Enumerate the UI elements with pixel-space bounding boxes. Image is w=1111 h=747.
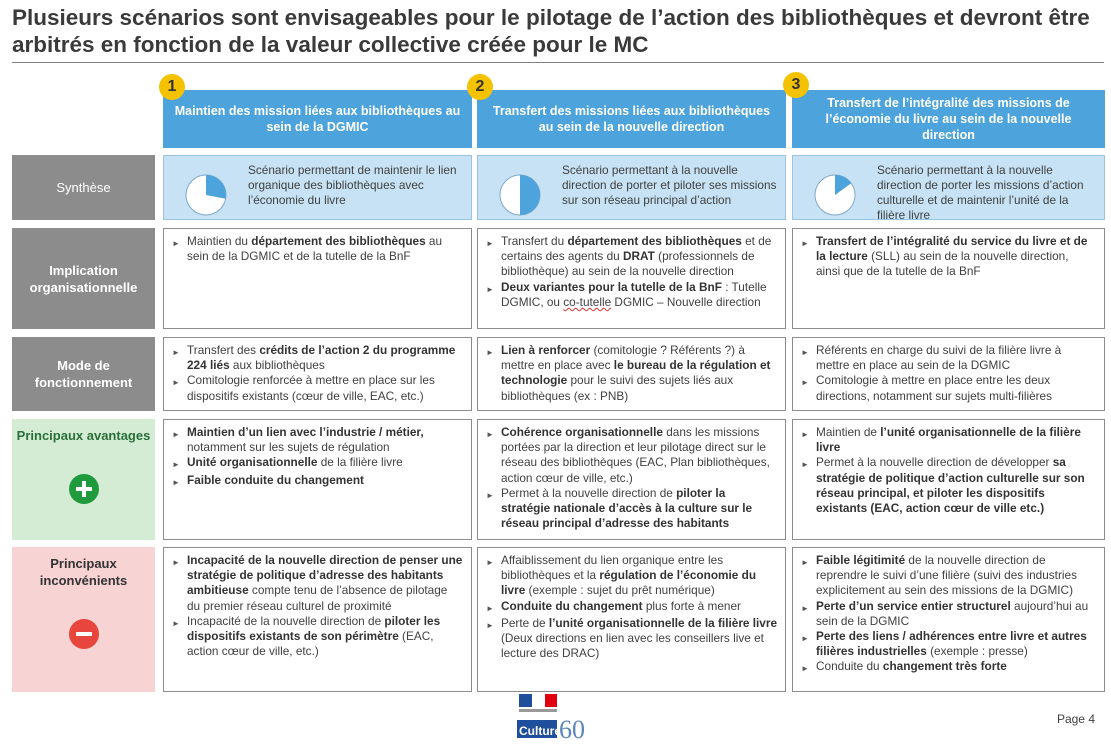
text-segment: compte tenu de l’absence de pilotage du premier réseau culturel de proximité bbox=[187, 583, 448, 613]
text-segment: (Deux directions en lien avec les conseillers live et lecture des DRAC) bbox=[501, 631, 764, 661]
bullet-text bbox=[501, 486, 777, 532]
bullet-text bbox=[187, 234, 463, 264]
bullet-text bbox=[187, 425, 463, 455]
bullet-text bbox=[816, 629, 1096, 659]
bullet-text bbox=[501, 343, 777, 404]
bullet-item bbox=[172, 425, 463, 455]
bold-text: Transfert de l’intégralité du service du livre et de la lecture bbox=[816, 234, 1088, 264]
text-segment: co-tutelle bbox=[563, 294, 612, 309]
bold-text: Perte des liens / adhérences entre livre et autres filières industrielles bbox=[816, 629, 1087, 659]
ministry-culture-logo bbox=[517, 692, 597, 742]
bullet-arrow-icon: ► bbox=[801, 603, 809, 613]
text-segment: de la filière livre bbox=[317, 455, 403, 470]
bullet-arrow-icon: ► bbox=[486, 490, 494, 500]
bullet-arrow-icon: ► bbox=[172, 477, 180, 487]
text-segment: Comitologie à mettre en place entre les deux directions, notamment sur sujets multi-filières bbox=[816, 373, 1053, 403]
bullet-item bbox=[801, 659, 1096, 676]
cell-content bbox=[792, 547, 1105, 692]
cell-content bbox=[477, 547, 786, 692]
text-segment: et de certains des agents du bbox=[501, 234, 772, 264]
text-segment: (professionnels de bibliothèque) au sein de la nouvelle direction bbox=[501, 249, 755, 279]
bullet-arrow-icon: ► bbox=[172, 239, 180, 248]
row-label bbox=[12, 337, 155, 411]
bold-text: Conduite du changement bbox=[501, 598, 643, 613]
bullet-item bbox=[172, 234, 463, 264]
cell-content bbox=[477, 228, 786, 329]
text-segment: dans les missions portées par la direction et leur pilotage direct sur le réseau des bibliothèques (EAC, Plan bibliothèques, action cœur de ville, etc.) bbox=[501, 425, 770, 485]
scenario-number-badge: 1 bbox=[159, 74, 185, 100]
bold-text: piloter la stratégie nationale d’accès à la culture sur le réseau principal d’adresse des habitants bbox=[501, 485, 753, 531]
row-label-text: Principaux avantages bbox=[16, 428, 151, 443]
bullet-item bbox=[486, 234, 777, 280]
bullet-item bbox=[486, 599, 777, 616]
bullet-item bbox=[801, 234, 1096, 280]
bullet-text bbox=[816, 599, 1096, 629]
logo-culture-text: Culture bbox=[519, 724, 561, 738]
text-segment: Transfert du bbox=[501, 234, 568, 248]
text-segment: Référents en charge du suivi de la filière livre à mettre en place au sein de la DGMIC bbox=[816, 343, 1062, 373]
bullet-arrow-icon: ► bbox=[172, 460, 180, 470]
bullet-arrow-icon: ► bbox=[486, 620, 494, 630]
text-segment: Conduite du bbox=[816, 659, 883, 674]
bold-text: sa stratégie de politique d’action culturelle sur son réseau principal, et piloter les dispositifs existants (EAC, action cœur de ville etc.) bbox=[816, 455, 1085, 516]
bullet-text bbox=[187, 614, 463, 660]
bullet-item bbox=[172, 553, 463, 614]
row-label-text: Implication organisationnelle bbox=[29, 262, 138, 295]
bullet-item bbox=[801, 373, 1096, 403]
pie-chart-icon bbox=[813, 173, 857, 221]
bullet-item bbox=[172, 373, 463, 403]
bold-text: Cohérence organisationnelle bbox=[501, 425, 663, 439]
bold-text: Unité organisationnelle bbox=[187, 455, 318, 470]
row-label bbox=[12, 228, 155, 329]
bullet-text bbox=[501, 599, 741, 616]
scenario-number-badge: 3 bbox=[783, 72, 809, 98]
bold-text: le bureau de la régulation et technologie bbox=[501, 358, 771, 388]
text-segment: Perte de bbox=[501, 615, 549, 630]
bold-text: changement très forte bbox=[882, 659, 1007, 674]
cell-content bbox=[792, 337, 1105, 411]
bullet-item bbox=[486, 343, 777, 404]
bullet-text bbox=[501, 616, 777, 662]
page-number: Page 4 bbox=[1056, 712, 1095, 726]
cell-synthese bbox=[163, 155, 472, 220]
text-segment: Incapacité de la nouvelle direction de bbox=[187, 613, 385, 628]
bullet-text bbox=[501, 553, 777, 599]
cell-synthese bbox=[477, 155, 786, 220]
bullet-item bbox=[486, 425, 777, 486]
bullet-arrow-icon: ► bbox=[172, 348, 180, 357]
text-segment: Affaiblissement du lien organique entre les bibliothèques et la bbox=[501, 553, 724, 583]
text-segment: pour le suivi des sujets liés aux bibliothèques (ex : PNB) bbox=[501, 373, 734, 403]
bold-text: Faible conduite du changement bbox=[187, 472, 364, 487]
cell-content bbox=[477, 337, 786, 411]
bullet-text bbox=[816, 553, 1096, 599]
bullet-arrow-icon: ► bbox=[801, 460, 809, 470]
bullet-arrow-icon: ► bbox=[801, 664, 809, 674]
bullet-item bbox=[486, 616, 777, 662]
minus-icon bbox=[69, 619, 99, 649]
bullet-text bbox=[187, 553, 463, 614]
bold-text: Deux variantes pour la tutelle de la BnF bbox=[501, 279, 722, 294]
text-segment: plus forte à mener bbox=[642, 598, 741, 613]
text-segment: Maintien du bbox=[187, 234, 252, 248]
bullet-text bbox=[816, 373, 1096, 403]
bold-text: l’unité organisationnelle de la filière livre bbox=[816, 425, 1081, 455]
bullet-arrow-icon: ► bbox=[172, 430, 180, 439]
bullet-item bbox=[172, 455, 463, 472]
bullet-item bbox=[486, 553, 777, 599]
text-segment: (comitologie ? Référents ?) à mettre en place avec bbox=[501, 343, 745, 373]
bold-text: département des bibliothèques bbox=[567, 234, 742, 248]
bold-text: régulation de l’économie du livre bbox=[501, 568, 757, 598]
bullet-text bbox=[501, 425, 777, 486]
bullet-text bbox=[816, 425, 1096, 455]
bullet-item bbox=[172, 473, 463, 490]
scenario-header-3: Transfert de l’intégralité des missions de l’économie du livre au sein de la nouvelle direction bbox=[792, 90, 1105, 148]
cell-content bbox=[163, 337, 472, 411]
bullet-arrow-icon: ► bbox=[801, 378, 809, 388]
bullet-text bbox=[816, 234, 1096, 280]
bold-text: Lien à renforcer bbox=[501, 343, 591, 357]
bold-text: département des bibliothèques bbox=[251, 234, 426, 248]
bullet-arrow-icon: ► bbox=[172, 618, 180, 628]
slide-title: Plusieurs scénarios sont envisageables pour le pilotage de l’action des bibliothèques et devront être arbitrés en fonction de la valeur collective créée pour le MC bbox=[12, 5, 1090, 57]
bold-text: Maintien d’un lien avec l’industrie / métier, bbox=[187, 425, 424, 439]
bullet-text bbox=[187, 373, 463, 403]
bullet-text bbox=[816, 455, 1096, 516]
bold-text: Perte d’un service entier structurel bbox=[816, 598, 1011, 613]
bullet-item bbox=[801, 629, 1096, 659]
title-divider bbox=[12, 62, 1104, 63]
text-segment: (SLL) au sein de la nouvelle direction, ainsi que de la tutelle de la BnF bbox=[816, 249, 1069, 279]
bold-text: l’unité organisationnelle de la filière livre bbox=[548, 615, 778, 630]
bullet-text bbox=[187, 343, 463, 373]
bullet-item bbox=[801, 343, 1096, 373]
bullet-item bbox=[172, 614, 463, 660]
cell-content bbox=[163, 547, 472, 692]
bullet-text bbox=[816, 343, 1096, 373]
bold-text: crédits de l’action 2 du programme 224 liés bbox=[187, 343, 456, 373]
text-segment: : Tutelle DGMIC, ou bbox=[501, 279, 767, 309]
bullet-arrow-icon: ► bbox=[486, 284, 494, 294]
text-segment: Comitologie renforcée à mettre en place sur les dispositifs existants (cœur de ville, EAC, etc.) bbox=[187, 373, 435, 403]
cell-content bbox=[792, 419, 1105, 540]
bullet-arrow-icon: ► bbox=[801, 558, 809, 567]
scenario-header-2: Transfert des missions liées aux bibliothèques au sein de la nouvelle direction bbox=[477, 90, 786, 148]
bullet-arrow-icon: ► bbox=[801, 634, 809, 644]
text-segment: aujourd’hui au sein de la DGMIC bbox=[816, 598, 1089, 628]
bullet-arrow-icon: ► bbox=[801, 430, 809, 439]
bullet-arrow-icon: ► bbox=[172, 378, 180, 388]
bullet-text bbox=[187, 455, 403, 472]
row-label bbox=[12, 155, 155, 220]
bullet-arrow-icon: ► bbox=[801, 348, 809, 357]
row-label-text: Principaux inconvénients bbox=[39, 556, 128, 588]
text-segment: Permet à la nouvelle direction de bbox=[501, 485, 677, 500]
bullet-arrow-icon: ► bbox=[172, 558, 180, 567]
text-segment: (exemple : presse) bbox=[926, 644, 1028, 659]
scenario-number-badge: 2 bbox=[467, 74, 493, 100]
logo-60-text: 60 bbox=[559, 715, 585, 742]
text-segment: (EAC, action cœur de ville, etc.) bbox=[187, 629, 434, 659]
bullet-item bbox=[172, 343, 463, 373]
text-segment: Transfert des bbox=[187, 343, 260, 357]
scenario-header-1: Maintien des mission liées aux bibliothèques au sein de la DGMIC bbox=[163, 90, 472, 148]
synthese-text: Scénario permettant à la nouvelle direction de porter les missions d’action culturelle et de maintenir l’unité de la filière livre bbox=[877, 163, 1084, 222]
bullet-arrow-icon: ► bbox=[486, 430, 494, 439]
plus-icon bbox=[69, 474, 99, 504]
bold-text: DRAT bbox=[622, 249, 655, 264]
cell-synthese bbox=[792, 155, 1105, 220]
bold-text: piloter les dispositifs existants de son périmètre bbox=[187, 613, 441, 644]
cell-content bbox=[477, 419, 786, 540]
text-segment: au sein de la DGMIC et de la tutelle de la BnF bbox=[187, 234, 443, 264]
row-label bbox=[12, 547, 155, 692]
bullet-item bbox=[801, 553, 1096, 599]
bullet-arrow-icon: ► bbox=[486, 239, 494, 248]
text-segment: (exemple : sujet du prêt numérique) bbox=[525, 583, 715, 598]
bullet-arrow-icon: ► bbox=[486, 603, 494, 613]
text-segment: DGMIC – Nouvelle direction bbox=[611, 294, 761, 309]
row-label bbox=[12, 419, 155, 540]
synthese-text: Scénario permettant à la nouvelle direction de porter et piloter ses missions sur son réseau principal d’action bbox=[562, 163, 777, 207]
bullet-text bbox=[816, 659, 1007, 676]
bullet-arrow-icon: ► bbox=[801, 239, 809, 248]
text-segment: notamment sur les sujets de régulation bbox=[187, 440, 390, 455]
row-label-text: Synthèse bbox=[56, 180, 111, 195]
pie-chart-icon bbox=[498, 173, 542, 221]
bullet-arrow-icon: ► bbox=[486, 348, 494, 357]
bullet-item bbox=[801, 455, 1096, 516]
pie-chart-icon bbox=[184, 173, 228, 221]
synthese-text: Scénario permettant de maintenir le lien organique des bibliothèques avec l’économie du livre bbox=[248, 163, 457, 207]
bold-text: Faible légitimité bbox=[816, 553, 906, 567]
bullet-item bbox=[486, 280, 777, 310]
text-segment: de la nouvelle direction de reprendre le suivi d’une filière (suivi des industries explicitement au sein des missions de la DGMIC) bbox=[816, 553, 1077, 598]
text-segment: aux bibliothèques bbox=[229, 358, 325, 373]
bullet-item bbox=[486, 486, 777, 532]
bold-text: Incapacité de la nouvelle direction de penser une stratégie de politique d’adresse des habitants ambitieuse bbox=[187, 553, 463, 598]
cell-content bbox=[163, 419, 472, 540]
bullet-text bbox=[501, 280, 777, 310]
bullet-text bbox=[187, 473, 364, 490]
bullet-text bbox=[501, 234, 777, 280]
text-segment: Maintien de bbox=[816, 425, 881, 439]
cell-content bbox=[792, 228, 1105, 329]
bullet-arrow-icon: ► bbox=[486, 558, 494, 567]
bullet-item bbox=[801, 425, 1096, 455]
row-label-text: Mode de fonctionnement bbox=[34, 358, 133, 390]
cell-content bbox=[163, 228, 472, 329]
text-segment: Permet à la nouvelle direction de développer bbox=[816, 455, 1053, 470]
bullet-item bbox=[801, 599, 1096, 629]
